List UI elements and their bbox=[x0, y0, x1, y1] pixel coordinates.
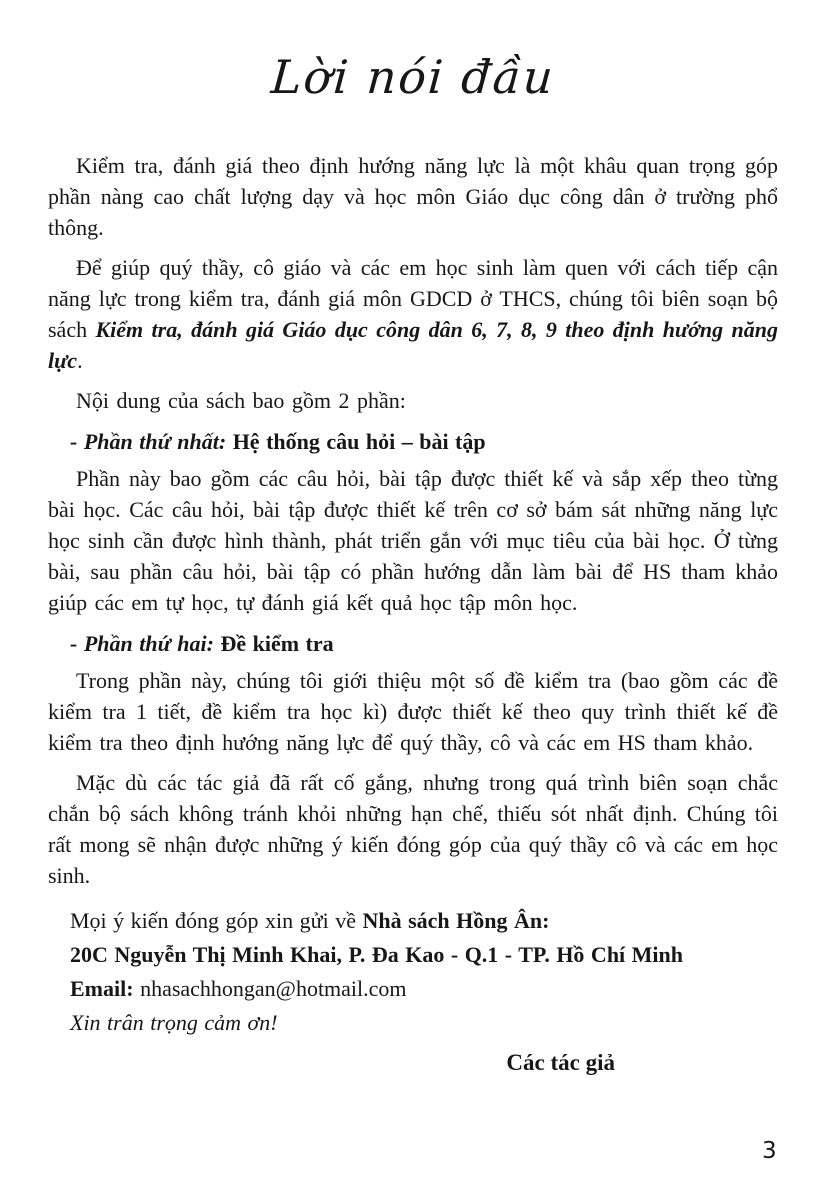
paragraph-apology: Mặc dù các tác giả đã rất cố gắng, nhưng trong quá trình biên soạn chắc chắn bộ sách không tránh khỏi những hạn chế, thiếu sót nhất định. Chúng tôi rất mong sẽ nhận được những ý kiến đóng góp của quý thầy cô và các em học sinh. bbox=[48, 770, 778, 888]
paragraph-contents: Nội dung của sách bao gồm 2 phần: bbox=[76, 388, 406, 413]
paragraph-intro: Kiểm tra, đánh giá theo định hướng năng lực là một khâu quan trọng góp phần nàng cao chất lượng dạy và học môn Giáo dục công dân ở trường phổ thông. bbox=[48, 153, 778, 240]
store-name: Nhà sách Hồng Ân: bbox=[362, 908, 550, 933]
authors-signature: Các tác giả bbox=[506, 1050, 615, 1075]
contact-intro-text: Mọi ý kiến đóng góp xin gửi về bbox=[70, 908, 363, 933]
section-heading-2 bbox=[48, 627, 778, 660]
paragraph-section-2: Trong phần này, chúng tôi giới thiệu một số đề kiểm tra (bao gồm các đề kiểm tra 1 tiết, đề kiểm tra học kì) được thiết kế theo quy trình thiết kế đề kiểm tra theo định hướng năng lực để quý thầy, cô và các em HS tham khảo. bbox=[48, 668, 778, 755]
contact-block bbox=[48, 905, 778, 1039]
store-address: 20C Nguyễn Thị Minh Khai, P. Đa Kao - Q.1 - TP. Hồ Chí Minh bbox=[70, 942, 684, 967]
paragraph-purpose bbox=[48, 252, 778, 376]
email-label: Email: bbox=[70, 976, 134, 1001]
email-address: nhasachhongan@hotmail.com bbox=[133, 976, 407, 1001]
section-1-label: - Phần thứ nhất: bbox=[70, 429, 227, 454]
thanks-line: Xin trân trọng cảm ơn! bbox=[70, 1010, 278, 1035]
contact-intro-line bbox=[48, 905, 778, 937]
section-heading-1 bbox=[48, 425, 778, 458]
paragraph-section-1: Phần này bao gồm các câu hỏi, bài tập được thiết kế và sắp xếp theo từng bài học. Các câu hỏi, bài tập được thiết kế trên cơ sở bám sát những năng lực học sinh cần được hình thành, phát triển gắn với mục tiêu của bài học. Ở từng bài, sau phần câu hỏi, bài tập có phần hướng dẫn làm bài để HS tham khảo giúp các em tự học, tự đánh giá kết quả học tập môn học. bbox=[48, 466, 778, 615]
page-number: 3 bbox=[762, 1138, 777, 1164]
section-2-label: - Phần thứ hai: bbox=[70, 631, 214, 656]
paragraph-purpose-tail: . bbox=[77, 348, 83, 373]
page-title: Lời nói đầu bbox=[269, 50, 557, 104]
section-1-title: Hệ thống câu hỏi – bài tập bbox=[226, 429, 486, 454]
section-2-title: Đề kiểm tra bbox=[213, 631, 334, 656]
book-series-title: Kiểm tra, đánh giá Giáo dục công dân 6, 7, 8, 9 theo định hướng năng lực bbox=[48, 317, 779, 373]
paragraph-purpose-lead: Để giúp quý thầy, cô giáo và các em học sinh làm quen với cách tiếp cận năng lực trong kiểm tra, đánh giá môn GDCD ở THCS, chúng tôi biên soạn bộ sách bbox=[48, 255, 778, 342]
email-line bbox=[48, 973, 778, 1005]
